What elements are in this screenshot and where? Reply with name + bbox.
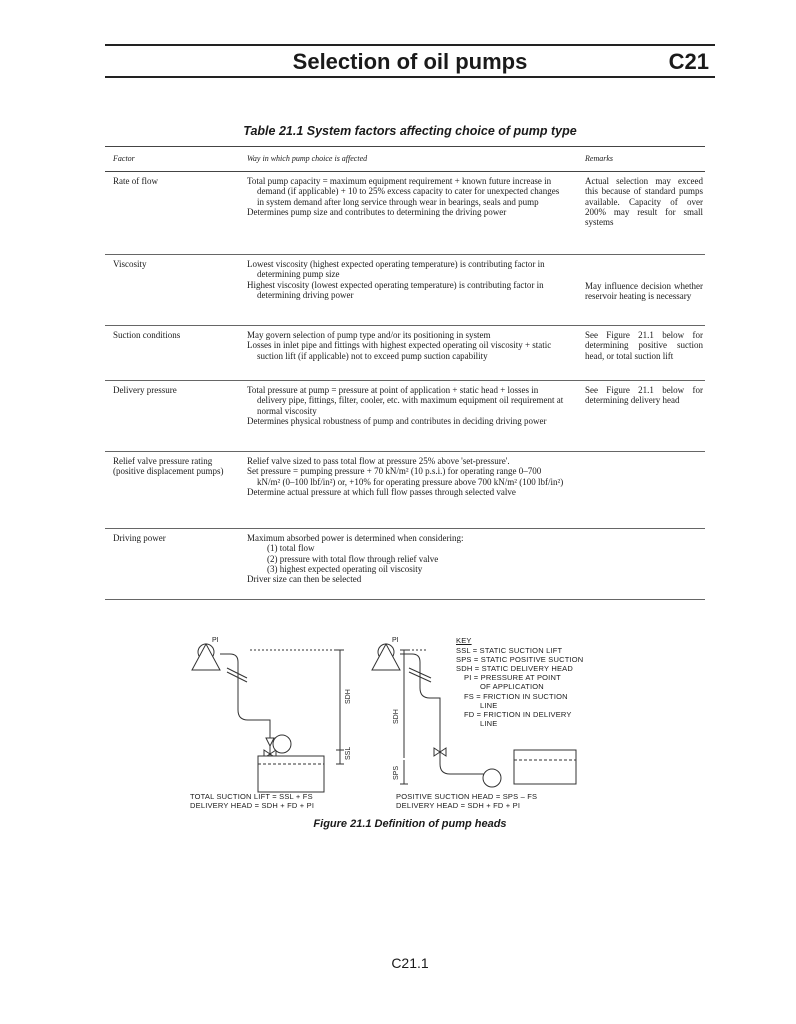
row-way — [247, 176, 565, 217]
row-way — [247, 330, 565, 361]
row-way — [247, 456, 565, 497]
right-pump-icon — [483, 769, 501, 787]
figure-title: Figure 21.1 Definition of pump heads — [313, 818, 507, 830]
row-way-line: Determine actual pressure at which full flow passes through selected valve — [247, 486, 516, 497]
table-row — [105, 326, 705, 381]
row-way-line: Lowest viscosity (highest expected operating temperature) is contributing factor in determining pump size — [247, 259, 545, 280]
row-factor: Relief valve pressure rating (positive displacement pumps) — [113, 456, 224, 477]
table-row — [105, 529, 705, 600]
row-remarks: Actual selection may exceed this because of standard pumps available. Capacity of over 200% may result for small systems — [585, 176, 703, 228]
factors-table — [105, 146, 705, 600]
right-sdh-label: SDH — [393, 709, 400, 724]
figure-key-item: LINE — [480, 719, 498, 728]
table-title: Table 21.1 System factors affecting choice of pump type — [243, 124, 577, 138]
section-code: C21 — [668, 49, 709, 74]
right-pi-label: PI — [392, 637, 399, 644]
pump-heads-figure — [190, 632, 610, 810]
row-way-line: Losses in inlet pipe and fittings with highest expected operating oil viscosity + static suction lift (if applicable) not to exceed pump suction capability — [247, 340, 552, 361]
table-header-row — [105, 146, 705, 172]
page-header — [105, 44, 715, 78]
left-tank-icon — [258, 756, 324, 792]
row-way-line: Highest viscosity (lowest expected operating temperature) is contributing factor in determining driving power — [247, 279, 544, 300]
right-tank-icon — [514, 750, 576, 784]
left-caption-line: DELIVERY HEAD = SDH + FD + PI — [190, 801, 315, 810]
figure-key-item: FS = FRICTION IN SUCTION — [464, 692, 568, 701]
left-caption-line: TOTAL SUCTION LIFT = SSL + FS — [190, 792, 313, 801]
figure-key-item: PI = PRESSURE AT POINT — [464, 673, 561, 682]
figure-key-item: LINE — [480, 701, 498, 710]
row-way-line: Determines pump size and contributes to determining the driving power — [247, 206, 507, 217]
row-remarks: See Figure 21.1 below for determining delivery head — [585, 385, 703, 406]
figure-key-item: SPS = STATIC POSITIVE SUCTION — [456, 655, 584, 664]
page-number: C21.1 — [391, 955, 429, 971]
right-caption-line: DELIVERY HEAD = SDH + FD + PI — [396, 801, 521, 810]
row-way-line: Relief valve sized to pass total flow at pressure 25% above 'set-pressure'. — [247, 456, 510, 466]
table-row — [105, 381, 705, 452]
left-sdh-label: SDH — [345, 689, 352, 704]
table-row — [105, 172, 705, 255]
header-bottom-rule — [105, 76, 715, 78]
row-factor: Delivery pressure — [113, 385, 177, 395]
row-way-line: May govern selection of pump type and/or its positioning in system — [247, 330, 491, 340]
row-way — [247, 259, 565, 300]
row-way-line: Set pressure = pumping pressure + 70 kN/m² (10 p.s.i.) for operating range 0–700 kN/m² (0–100 lbf/in²) or, +10% for operating pressure above 700 kN/m² (100 lbf/in²) — [247, 466, 564, 487]
row-way-line: Driver size can then be selected — [247, 574, 362, 585]
row-factor: Suction conditions — [113, 330, 181, 340]
row-way-line: Total pressure at pump = pressure at point of application + static head + losses in delivery pipe, fittings, filter, cooler, etc. with maximum equipment oil requirement at normal viscosity — [247, 385, 564, 416]
row-way-line: Determines physical robustness of pump and contributes in deciding driving power — [247, 415, 547, 426]
row-factor: Rate of flow — [113, 176, 158, 186]
right-caption-line: POSITIVE SUCTION HEAD = SPS – FS — [396, 792, 538, 801]
figure-key-item: SSL = STATIC SUCTION LIFT — [456, 646, 563, 655]
row-way — [247, 533, 565, 584]
figure-key-item: FD = FRICTION IN DELIVERY — [464, 710, 572, 719]
right-sps-label: SPS — [393, 765, 400, 780]
row-factor: Driving power — [113, 533, 166, 543]
row-remarks: See Figure 21.1 below for determining positive suction head, or total suction lift — [585, 330, 703, 361]
figure-key-item: SDH = STATIC DELIVERY HEAD — [456, 664, 573, 673]
column-header-way: Way in which pump choice is affected — [247, 154, 368, 163]
table-row — [105, 452, 705, 529]
figure-key-item: OF APPLICATION — [480, 682, 544, 691]
row-way — [247, 385, 565, 426]
left-pi-label: PI — [212, 637, 219, 644]
left-pump-icon — [273, 735, 291, 753]
column-header-remarks: Remarks — [585, 154, 613, 163]
row-factor: Viscosity — [113, 259, 147, 269]
row-way-line: Maximum absorbed power is determined when considering: — [247, 533, 464, 543]
row-way-list-item: (3) highest expected operating oil viscosity — [267, 563, 423, 574]
header-top-rule — [105, 44, 715, 46]
left-ssl-label: SSL — [345, 746, 352, 760]
row-way-list-item: (2) pressure with total flow through relief valve — [267, 553, 439, 564]
table-row — [105, 255, 705, 326]
column-header-factor: Factor — [113, 154, 135, 163]
row-remarks: May influence decision whether reservoir heating is necessary — [585, 281, 703, 302]
row-way-list-item: (1) total flow — [267, 543, 315, 554]
page-title: Selection of oil pumps — [292, 49, 528, 74]
figure-key-title: KEY — [456, 636, 472, 645]
row-way-line: Total pump capacity = maximum equipment requirement + known future increase in demand (if applicable) + 10 to 25% excess capacity to cater for unexpected changes in system demand after long service through wear in bearings, seals and pump — [247, 176, 560, 207]
